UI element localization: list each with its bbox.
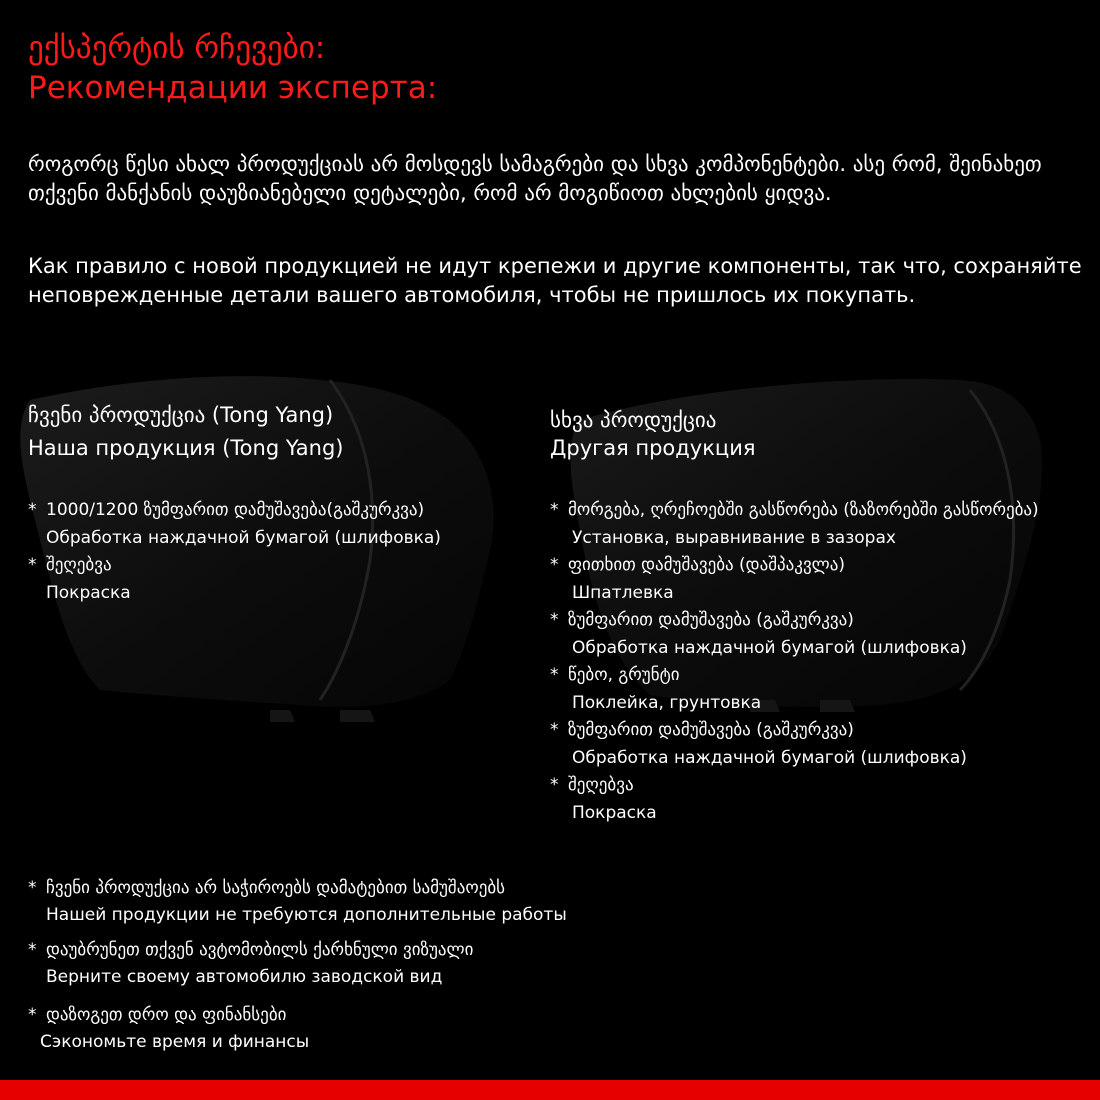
other-step-2-ru: Шпатлевка [572,583,674,603]
ours-step-1-ka: * 1000/1200 ზუმფარით დამუშავება(გაშკურკვა) [28,500,425,520]
benefit-3-ka: * დაზოგეთ დრო და ფინანსები [28,1005,287,1025]
ours-step-1-ru: Обработка наждачной бумагой (шлифовка) [46,528,441,548]
ours-step-2-ru: Покраска [46,583,131,603]
ours-title-ka: ჩვენი პროდუქცია (Tong Yang) [28,403,334,427]
other-step-1-ru: Установка, выравнивание в зазорах [572,528,896,548]
benefit-2-ru: Верните своему автомобилю заводской вид [46,967,443,987]
bullet: * [550,610,559,630]
heading-ru: Рекомендации эксперта: [28,70,438,106]
bullet: * [28,500,37,520]
bullet: * [28,555,37,575]
bullet: * [550,775,559,795]
bullet: * [550,665,559,685]
other-step-6-ru: Покраска [572,803,657,823]
other-step-1-ka: * მორგება, ღრეჩოებში გასწორება (ზაზორებში გასწორება) [550,500,1039,520]
intro-ka: როგორც წესი ახალ პროდუქციას არ მოსდევს სამაგრები და სხვა კომპონენტები. ასე რომ, შეინახეთ თქვენი მანქანის დაუზიანებელი დეტალები, რომ არ მოგიწიოთ ახლების ყიდვა. [28,152,1042,205]
bullet: * [28,1005,37,1025]
other-title-ru: Другая продукция [550,436,756,460]
other-step-4-ru: Поклейка, грунтовка [572,693,762,713]
bullet: * [550,555,559,575]
other-step-6-ka: * შეღებვა [550,775,634,795]
other-step-3-ka: * ზუმფარით დამუშავება (გაშკურკვა) [550,610,854,630]
other-step-2-ka: * ფითხით დამუშავება (დაშპაკვლა) [550,555,846,575]
other-step-5-ka: * ზუმფარით დამუშავება (გაშკურკვა) [550,720,854,740]
bullet: * [550,720,559,740]
other-step-3-ru: Обработка наждачной бумагой (шлифовка) [572,638,967,658]
other-step-5-ru: Обработка наждачной бумагой (шлифовка) [572,748,967,768]
ours-step-2-ka: * შეღებვა [28,555,112,575]
bullet: * [28,878,37,898]
benefit-1-ka: * ჩვენი პროდუქცია არ საჭიროებს დამატებით სამუშაოებს [28,878,506,898]
ours-title-ru: Наша продукция (Tong Yang) [28,436,344,460]
footer-red-bar [0,1080,1100,1100]
benefit-2-ka: * დაუბრუნეთ თქვენ ავტომობილს ქარხნული ვიზუალი [28,940,474,960]
heading-ka: ექსპერტის რჩევები: [28,30,326,66]
bullet: * [28,940,37,960]
other-title-ka: სხვა პროდუქცია [550,408,717,432]
benefit-3-ru: Сэкономьте время и финансы [40,1032,310,1052]
other-step-4-ka: * წებო, გრუნტი [550,665,680,685]
bullet: * [550,500,559,520]
benefit-1-ru: Нашей продукции не требуются дополнительные работы [46,905,567,925]
intro-ru: Как правило с новой продукцией не идут крепежи и другие компоненты, так что, сохраняйте неповрежденные детали вашего автомобиля, чтобы не пришлось их покупать. [28,254,1082,307]
